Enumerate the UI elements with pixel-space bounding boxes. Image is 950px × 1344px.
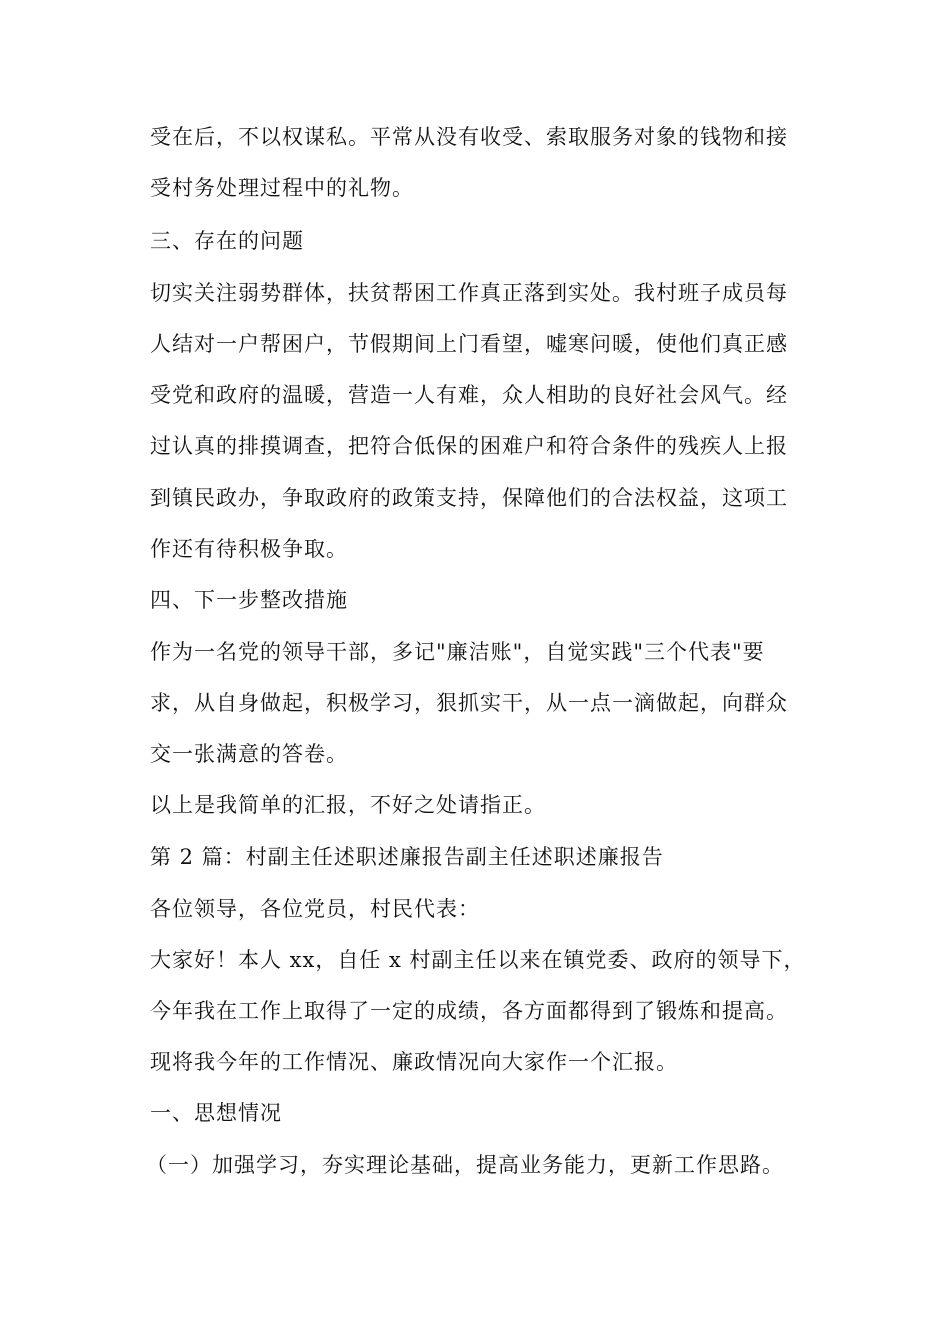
text-line: 受在后，不以权谋私。平常从没有收受、索取服务对象的钱物和接 — [150, 125, 788, 149]
text-line: 现将我今年的工作情况、廉政情况向大家作一个汇报。 — [150, 1050, 678, 1074]
text-line: 求，从自身做起，积极学习，狠抓实干，从一点一滴做起，向群众 — [150, 691, 788, 715]
section-heading: 三、存在的问题 — [150, 229, 304, 253]
section-heading: 四、下一步整改措施 — [150, 588, 348, 612]
subsection-heading: （一）加强学习，夯实理论基础，提高业务能力，更新工作思路。 — [146, 1153, 784, 1177]
text-line: 到镇民政办，争取政府的政策支持，保障他们的合法权益，这项工 — [150, 486, 788, 510]
text-line: 今年我在工作上取得了一定的成绩，各方面都得到了锻炼和提高。 — [150, 999, 788, 1023]
text-line: 受党和政府的温暖，营造一人有难，众人相助的良好社会风气。经 — [150, 383, 788, 407]
section-heading: 一、思想情况 — [150, 1101, 282, 1125]
text-line: 以上是我简单的汇报，不好之处请指正。 — [150, 793, 546, 817]
text-line: 大家好！本人 xx，自任 x 村副主任以来在镇党委、政府的领导下， — [150, 948, 806, 972]
text-line: 作还有待积极争取。 — [150, 537, 348, 561]
text-line: 切实关注弱势群体，扶贫帮困工作真正落到实处。我村班子成员每 — [150, 281, 788, 305]
article-title: 第 2 篇：村副主任述职述廉报告副主任述职述廉报告 — [150, 845, 664, 869]
text-line: 作为一名党的领导干部，多记"廉洁账"，自觉实践"三个代表"要 — [150, 640, 765, 664]
text-line: 交一张满意的答卷。 — [150, 742, 348, 766]
text-line: 人结对一户帮困户，节假期间上门看望，嘘寒问暖，使他们真正感 — [150, 332, 788, 356]
text-line: 过认真的排摸调查，把符合低保的困难户和符合条件的残疾人上报 — [150, 434, 788, 458]
salutation: 各位领导，各位党员，村民代表： — [150, 897, 480, 921]
text-line: 受村务处理过程中的礼物。 — [150, 176, 414, 200]
